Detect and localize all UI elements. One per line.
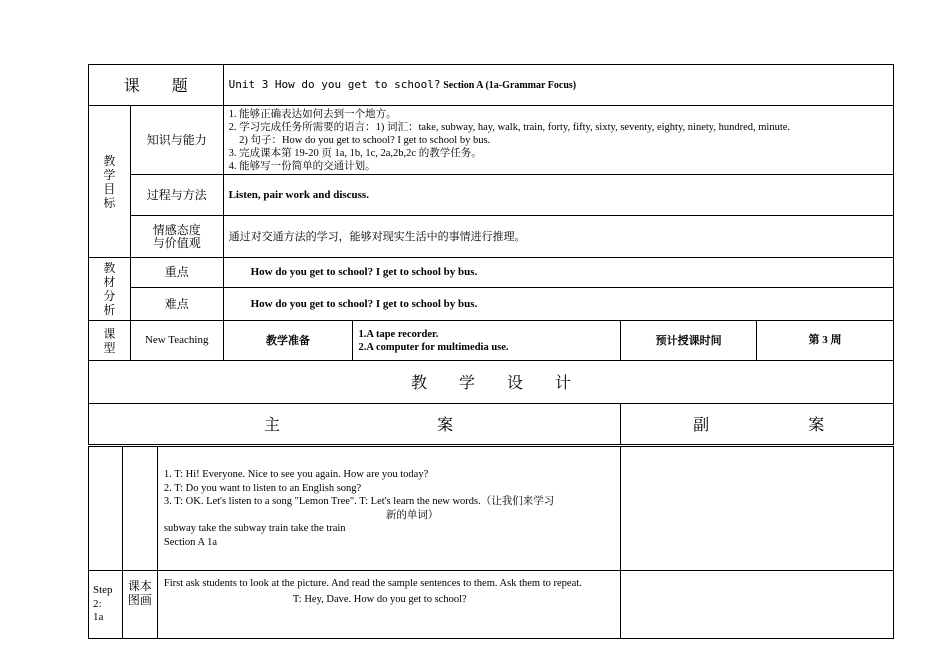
design-title: 教 学 设 计: [89, 361, 894, 404]
topic-row: [89, 65, 894, 106]
lesson-type-label: [89, 321, 131, 361]
design-title-row: [89, 361, 894, 404]
main-plan-header: 主 案: [89, 404, 621, 445]
step2-row: [89, 571, 894, 639]
vertical-label-char: 课: [103, 326, 116, 341]
step1-line: 2. T: Do you want to listen to an English song?: [163, 482, 362, 494]
step1-line: 1. T: Hi! Everyone. Nice to see you again. How are you today?: [163, 469, 429, 480]
lesson-type-row: [89, 321, 894, 361]
lesson-type-value: New Teaching: [130, 321, 223, 361]
knowledge-label: 知识与能力: [130, 106, 223, 175]
step1-content: [157, 447, 620, 571]
prep-item: 2.A computer for multimedia use.: [358, 341, 509, 353]
objectives-group-label: [89, 106, 131, 258]
analysis-group-label: [89, 258, 131, 321]
difficult-point-value: How do you get to school? I get to school by bus.: [223, 288, 893, 321]
step2-label: Step 2: 1a: [89, 571, 123, 639]
process-label: 过程与方法: [130, 175, 223, 216]
topic-value: [223, 65, 893, 106]
emotion-row: [89, 216, 894, 258]
vertical-label-char: 教: [103, 261, 116, 275]
step2-dialog: T: Hey, Dave. How do you get to school?: [292, 594, 467, 605]
topic-unit-title: Unit 3 How do you get to school?: [228, 78, 441, 91]
prep-value: [353, 321, 621, 361]
vertical-label-char: 材: [103, 275, 116, 289]
topic-section: Section A (1a-Grammar Focus): [443, 80, 577, 91]
knowledge-content: [223, 106, 893, 175]
step2-content: [157, 571, 620, 639]
difficult-point-label: 难点: [130, 288, 223, 321]
knowledge-line: 4. 能够写一份简单的交通计划。: [228, 160, 376, 172]
side-plan-header: 副 案: [621, 404, 894, 445]
vertical-label-char: 型: [103, 340, 116, 355]
step1-line: 3. T: OK. Let's listen to a song "Lemon Tree". T: Let's learn the new words.（让我们来学习: [163, 496, 555, 507]
key-point-label: 重点: [130, 258, 223, 288]
vertical-label-char: 目: [103, 181, 116, 196]
step2-tool: 课本 图画: [122, 571, 157, 639]
emotion-value: 通过对交通方法的学习，能够对现实生活中的事情进行推理。: [223, 216, 893, 258]
difficult-point-row: [89, 288, 894, 321]
key-point-row: [89, 258, 894, 288]
key-point-value: How do you get to school? I get to school by bus.: [223, 258, 893, 288]
vertical-label-char: 分: [103, 289, 116, 303]
vertical-label-char: 学: [103, 167, 116, 182]
design-columns-row: [89, 404, 894, 445]
prep-label: 教学准备: [223, 321, 353, 361]
vertical-label-char: 析: [103, 303, 116, 317]
step1-line: subway take the subway train take the train: [163, 523, 346, 534]
process-row: [89, 175, 894, 216]
emotion-label: 情感态度 与价值观: [130, 216, 223, 258]
prep-item: 1.A tape recorder.: [358, 328, 439, 340]
time-label: 预计授课时间: [621, 321, 757, 361]
knowledge-row: [89, 106, 894, 175]
knowledge-line: 2) 句子：How do you get to school? I get to school by bus.: [228, 134, 491, 146]
lesson-plan-table: [88, 64, 894, 445]
time-value: 第 3 周: [757, 321, 894, 361]
topic-label: 课 题: [89, 65, 224, 106]
vertical-label-char: 标: [103, 195, 116, 210]
knowledge-line: 2. 学习完成任务所需要的语言：1) 词汇：take, subway, hay, walk, train, forty, fifty, sixty, seventy, eighty, ninety, hundred, minute.: [228, 121, 791, 133]
step2-side-note: [620, 571, 893, 639]
knowledge-line: 1. 能够正确表达如何去到一个地方。: [228, 108, 397, 120]
step1-label-cell: [89, 447, 123, 571]
step1-tool-cell: [122, 447, 157, 571]
step1-line: Section A 1a: [163, 536, 217, 548]
process-value: Listen, pair work and discuss.: [223, 175, 893, 216]
step2-instruction: First ask students to look at the picture. And read the sample sentences to them. Ask them to repeat.: [163, 578, 582, 589]
steps-table: [88, 446, 894, 639]
vertical-label-char: 教: [103, 153, 116, 168]
step1-row: [89, 447, 894, 571]
step1-side-note: [620, 447, 893, 571]
step1-line: 新的单词）: [385, 509, 439, 521]
knowledge-line: 3. 完成课本第 19-20 页 1a, 1b, 1c, 2a,2b,2c 的教学任务。: [228, 147, 482, 159]
